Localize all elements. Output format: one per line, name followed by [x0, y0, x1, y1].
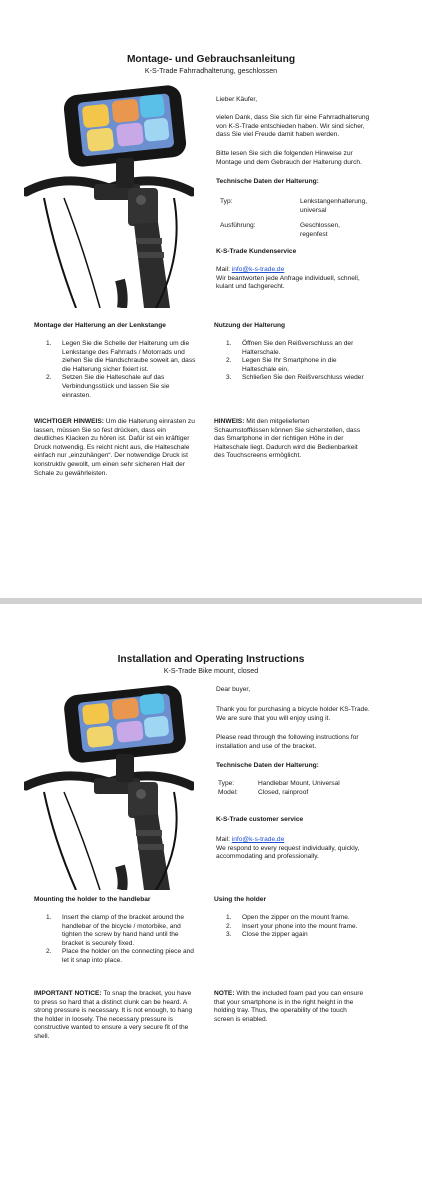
mail-link[interactable]: info@k-s-trade.de [231, 266, 285, 273]
service-text-line-1: Wir beantworten jede Anfrage individuell, schnell, [216, 274, 360, 282]
list-item: 2. Legen Sie Ihr Smartphone in die Halteschale ein. [226, 357, 337, 373]
service-text-line-2: accommodating and professionally. [216, 853, 319, 861]
use-steps-list [226, 914, 406, 940]
intro-line-1: Thank you for purchasing a bicycle holder KS-Trade. [216, 706, 370, 713]
intro-line-2: We are sure that you will enjoy using it. [216, 714, 331, 722]
list-item: 1. Öffnen Sie den Reißverschluss an der Halterschale. [226, 340, 354, 356]
manual-page-german [0, 0, 422, 598]
please-read-line-2: installation and use of the bracket. [216, 742, 317, 750]
mount-steps-list [46, 914, 218, 966]
mail-line [216, 266, 284, 275]
service-heading: K-S-Trade customer service [216, 816, 304, 823]
spec-type-value-1: Lenkstangenhalterung, [300, 198, 368, 205]
spec-model-value: Closed, rainproof [258, 788, 309, 796]
bike-mount-illustration [24, 684, 194, 890]
spec-type-label: Typ: [220, 198, 233, 205]
intro-line-1: vielen Dank, dass Sie sich für eine Fahrradhalterung [216, 114, 370, 121]
please-read-line-1: Bitte lesen Sie sich die folgenden Hinweise zur [216, 150, 353, 157]
use-heading: Nutzung der Halterung [214, 322, 286, 329]
list-item: 1. Legen Sie die Schelle der Halterung um die Lenkstange des Fahrrads / Motorrads und ziehen Sie die Handschraube soweit an, dass die Halterung sicher fixiert ist. [46, 340, 196, 373]
bike-mount-illustration [24, 80, 194, 308]
spec-model-value-2: regenfest [300, 230, 328, 238]
greeting: Lieber Käufer, [216, 96, 258, 103]
list-item: 2. Setzen Sie die Halteschale auf das Verbindungsstück und lassen Sie sie einrasten. [46, 374, 170, 399]
use-steps-list [226, 340, 406, 383]
mount-heading: Montage der Halterung an der Lenkstange [34, 322, 166, 329]
mount-heading: Mounting the holder to the handlebar [34, 896, 151, 903]
intro-line-2: von K-S-Trade entschieden haben. Wir sind sicher, [216, 122, 365, 130]
mount-steps-list [46, 340, 216, 400]
note: NOTE: With the included foam pad you can ensure that your smartphone is in the right height in the holding tray. Thus, the operability of the touch screen is enabled. [214, 990, 364, 1023]
service-heading: K-S-Trade Kundenservice [216, 248, 297, 255]
service-text-line-1: We respond to every request individually, quickly, [216, 844, 360, 852]
page-subtitle: K-S-Trade Bike mount, closed [163, 667, 259, 675]
important-notice: IMPORTANT NOTICE: To snap the bracket, you have to press so hard that a distinct clunk can be heard. A strong pressure is necessary. It is not enough, to hang the holder in loosely. The necessary pressure is constructive wanted to ensure a very secure fit of the shell. [34, 990, 193, 1040]
spec-model-label: Model: [218, 788, 238, 796]
page-title: Montage- und Gebrauchsanleitung [126, 54, 296, 65]
important-notice: WICHTIGER HINWEIS: Um die Halterung einrasten zu lassen, müssen Sie so fest drücken, dass ein deutliches Klacken zu hören ist. Dafür ist ein kräftiger Druck notwendig. Es reicht nicht aus, die Halteschale einfach nur „einzuhängen“. Der notwendige Druck ist konstruktiv gewollt, um einen sehr sicheren Halt der Schale zu gewährleisten. [34, 418, 195, 477]
greeting: Dear buyer, [216, 686, 251, 693]
notice-label: IMPORTANT NOTICE: [34, 990, 102, 997]
list-item: 3. Schließen Sie den Reißverschluss wieder [226, 374, 364, 382]
notice-label: WICHTIGER HINWEIS: [34, 418, 104, 425]
list-item: 1. Insert the clamp of the bracket around the handlebar of the bicycle / motorbike, and tighten the screw by hand hand until the bracket is securely fixed. [46, 914, 185, 947]
service-text-line-2: kulant und fachgerecht. [216, 283, 285, 291]
list-item: 2. Place the holder on the connecting piece and let it snap into place. [46, 948, 194, 964]
note: HINWEIS: Mit den mitgelieferten Schaumstoffkissen können Sie sicherstellen, dass das Smartphone in der richtigen Höhe in der Halteschale liegt. Dadurch wird die Bedienbarkeit des Touchscreens ermöglicht. [214, 418, 361, 460]
list-item: 2. Insert your phone into the mount frame. [226, 922, 358, 930]
please-read-line-1: Please read through the following instructions for [216, 734, 359, 741]
list-item: 1. Open the zipper on the mount frame. [226, 914, 350, 921]
mail-link[interactable]: info@k-s-trade.de [231, 836, 285, 843]
spec-model-value-1: Geschlossen, [300, 222, 340, 229]
spec-type-label: Type: [218, 780, 235, 787]
please-read-line-2: Montage und dem Gebrauch der Halterung durch. [216, 158, 362, 166]
note-label: NOTE: [214, 990, 235, 997]
spec-type-value: Handlebar Mount, Universal [258, 780, 340, 787]
list-item: 3. Close the zipper again [226, 931, 308, 939]
page-subtitle: K-S-Trade Fahrradhalterung, geschlossen [144, 67, 278, 75]
mail-label: Mail: [216, 266, 232, 273]
spec-model-label: Ausführung: [220, 222, 256, 229]
bike-mount-photo [24, 80, 194, 308]
page-title: Installation and Operating Instructions [117, 654, 305, 665]
tech-data-heading: Technische Daten der Halterung: [216, 178, 319, 185]
note-label: HINWEIS: [214, 418, 245, 425]
intro-line-3: dass Sie viel Freude damit haben werden. [216, 131, 340, 139]
spec-type-value-2: universal [300, 206, 327, 214]
mail-label: Mail: [216, 836, 232, 843]
bike-mount-photo [24, 684, 194, 890]
manual-page-english [0, 604, 422, 1200]
tech-data-heading: Technische Daten der Halterung: [216, 762, 319, 769]
use-heading: Using the holder [214, 896, 267, 903]
mail-line [216, 836, 284, 845]
